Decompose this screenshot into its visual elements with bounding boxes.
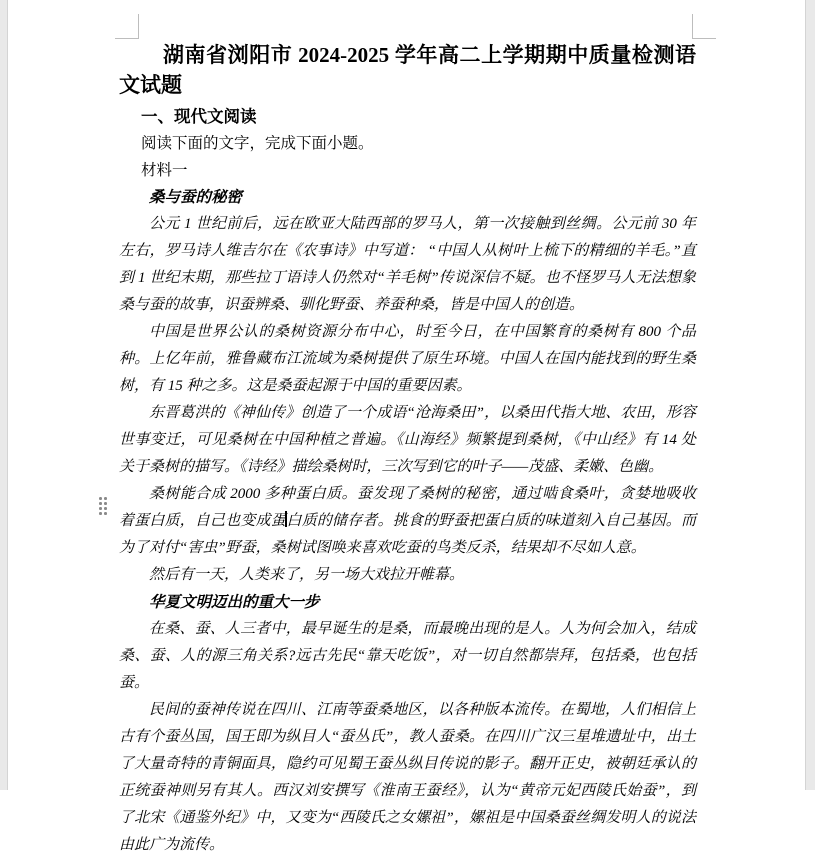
margin-crop-mark-top-left-icon <box>138 14 139 39</box>
article-paragraph-5[interactable]: 然后有一天，人类来了，另一场大戏拉开帷幕。 <box>149 567 465 583</box>
document-title[interactable]: 湖南省浏阳市 2024-2025 学年高二上学期期中质量检测语文试题 <box>119 43 696 97</box>
document-page[interactable] <box>8 0 805 853</box>
article-paragraph-6[interactable]: 在桑、蚕、人三者中，最早诞生的是桑，而最晚出现的是人。人为何会加入，结成桑、蚕、人的源三角关系?远古先民“靠天吃饭”，对一切自然都崇拜，包括桑，也包括蚕。 <box>119 621 696 691</box>
article-paragraph-3[interactable]: 东晋葛洪的《神仙传》创造了一个成语“沧海桑田”，以桑田代指大地、农田，形容世事变迁，可见桑树在中国种植之普遍。《山海经》频繁提到桑树，《中山经》有 14 处关于桑树的描写。《诗经》描绘桑树时，三次写到它的叶子——茂盛、柔嫩、色幽。 <box>119 405 696 475</box>
editor-canvas-right-gutter <box>805 0 815 790</box>
section-heading[interactable]: 一、现代文阅读 <box>141 107 257 126</box>
margin-crop-mark-top-right-icon <box>692 38 716 39</box>
paragraph-4-text-after-caret: 白质的储存者。挑食的野蚕把蛋白质的味道刻入自己基因。而为了对付“害虫”野蚕，桑树试图唤来喜欢吃蚕的鸟类反杀，结果却不尽如人意。 <box>119 513 696 556</box>
article-subheading-1[interactable]: 桑与蚕的秘密 <box>149 189 243 206</box>
paragraph-4-text-before-caret: 桑树能合成 2000 多种蛋白质。蚕发现了桑树的秘密，通过啮食桑叶，贪婪地吸收着蛋白质，自己也变成蛋 <box>119 486 696 529</box>
document-edit-area[interactable] <box>119 40 696 859</box>
article-paragraph-4[interactable] <box>119 481 696 562</box>
editor-canvas-left-gutter <box>0 0 8 790</box>
reading-instruction[interactable]: 阅读下面的文字，完成下面小题。 <box>141 135 374 152</box>
material-label[interactable]: 材料一 <box>141 162 188 179</box>
article-paragraph-7[interactable]: 民间的蚕神传说在四川、江南等蚕桑地区，以各种版本流传。在蜀地，人们相信上古有个蚕丛国，国王即为纵目人“蚕丛氏”，教人蚕桑。在四川广汉三星堆遗址中，出土了大量奇特的青铜面具，隐约可见蜀王蚕丛纵目传说的影子。翻开正史，被朝廷承认的正统蚕神则另有其人。西汉刘安撰写《淮南王蚕经》，认为“黄帝元妃西陵氏始蚕”，到了北宋《通鉴外纪》中，又变为“西陵氏之女嫘祖”，嫘祖是中国桑蚕丝绸发明人的说法由此广为流传。 <box>119 702 696 853</box>
paragraph-drag-handle-icon[interactable] <box>99 497 110 516</box>
article-paragraph-1[interactable]: 公元 1 世纪前后，远在欧亚大陆西部的罗马人，第一次接触到丝绸。公元前 30 年左右，罗马诗人维吉尔在《农事诗》中写道： “中国人从树叶上梳下的精细的羊毛。”直到 1 世纪末期，那些拉丁语诗人仍然对“羊毛树”传说深信不疑。也不怪罗马人无法想象桑与蚕的故事，识蚕辨桑、驯化野蚕、养蚕种桑，皆是中国人的创造。 <box>119 216 696 313</box>
margin-crop-mark-top-left-icon <box>115 38 139 39</box>
margin-crop-mark-top-right-icon <box>692 14 693 39</box>
article-subheading-2[interactable]: 华夏文明迈出的重大一步 <box>149 594 320 611</box>
article-paragraph-2[interactable]: 中国是世界公认的桑树资源分布中心，时至今日，在中国繁育的桑树有 800 个品种。上亿年前，雅鲁藏布江流域为桑树提供了原生环境。中国人在国内能找到的野生桑树，有 15 种之多。这是桑蚕起源于中国的重要因素。 <box>119 324 696 394</box>
